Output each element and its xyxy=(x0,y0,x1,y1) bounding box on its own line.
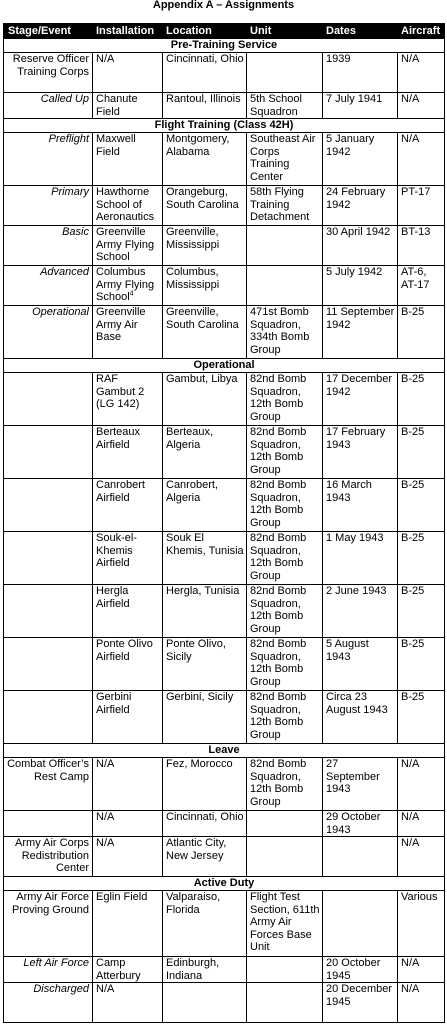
table-row xyxy=(4,133,445,186)
section-row xyxy=(4,744,445,758)
installation-cell xyxy=(93,479,163,532)
dates-cell-text: 5 July 1942 xyxy=(326,266,383,278)
location-cell-text: Hergla, Tunisia xyxy=(166,585,240,597)
location-cell xyxy=(163,479,247,532)
location-cell xyxy=(163,426,247,479)
unit-cell xyxy=(247,638,323,691)
installation-cell-text: Columbus Army Flying School xyxy=(96,266,155,303)
footnote-marker: 4 xyxy=(129,290,134,298)
section-heading: Operational xyxy=(4,359,445,373)
stage-cell xyxy=(4,532,93,585)
dates-cell-text: 17 February 1943 xyxy=(326,426,386,451)
installation-cell xyxy=(93,186,163,226)
stage-cell-text: Advanced xyxy=(40,266,89,278)
dates-cell xyxy=(323,691,398,744)
location-cell xyxy=(163,811,247,837)
unit-cell xyxy=(247,373,323,426)
aircraft-cell-text: AT-6, AT-17 xyxy=(401,266,430,291)
stage-cell-text: Army Air Corps Redistribution Center xyxy=(15,837,89,874)
dates-cell xyxy=(323,585,398,638)
dates-cell xyxy=(323,266,398,306)
aircraft-cell-text: N/A xyxy=(401,93,420,105)
installation-cell-text: Berteaux Airfield xyxy=(96,426,141,451)
installation-cell-text: N/A xyxy=(96,837,115,849)
table-row xyxy=(4,585,445,638)
aircraft-cell-text: N/A xyxy=(401,837,420,849)
stage-cell-text: Called Up xyxy=(40,93,89,105)
installation-cell xyxy=(93,811,163,837)
unit-cell xyxy=(247,837,323,877)
unit-cell xyxy=(247,426,323,479)
installation-cell xyxy=(93,306,163,359)
stage-cell-text: Basic xyxy=(62,226,89,238)
aircraft-cell xyxy=(398,426,445,479)
stage-cell xyxy=(4,133,93,186)
stage-cell xyxy=(4,93,93,119)
aircraft-cell xyxy=(398,532,445,585)
unit-cell-text: 82nd Bomb Squadron, 12th Bomb Group xyxy=(250,479,307,529)
location-cell xyxy=(163,585,247,638)
location-cell-text: Atlantic City, New Jersey xyxy=(166,837,227,862)
table-row xyxy=(4,266,445,306)
installation-cell-text: RAF Gambut 2 (LG 142) xyxy=(96,373,145,410)
installation-cell xyxy=(93,585,163,638)
stage-cell xyxy=(4,691,93,744)
unit-cell-text: Flight Test Section, 611th Army Air Forces Base Unit xyxy=(250,891,320,953)
unit-cell xyxy=(247,266,323,306)
location-cell-text: Souk El Khemis, Tunisia xyxy=(166,532,244,557)
table-row xyxy=(4,891,445,957)
header-location: Location xyxy=(163,24,247,39)
dates-cell-text: 11 September 1942 xyxy=(326,306,395,331)
table-row xyxy=(4,373,445,426)
section-heading: Leave xyxy=(4,744,445,758)
stage-cell-text: Preflight xyxy=(48,133,89,145)
stage-cell xyxy=(4,983,93,1023)
location-cell-text: Ponte Olivo, Sicily xyxy=(166,638,226,663)
location-cell xyxy=(163,983,247,1023)
installation-cell-text: Canrobert Airfield xyxy=(96,479,145,504)
installation-cell-text: N/A xyxy=(96,53,115,65)
stage-cell-text: Combat Officer’s Rest Camp xyxy=(7,758,89,783)
unit-cell xyxy=(247,479,323,532)
installation-cell-text: N/A xyxy=(96,758,115,770)
installation-cell-text: N/A xyxy=(96,811,115,823)
unit-cell xyxy=(247,691,323,744)
dates-cell-text: 27 September 1943 xyxy=(326,758,380,795)
unit-cell-text: 82nd Bomb Squadron, 12th Bomb Group xyxy=(250,426,307,476)
dates-cell-text: 17 December 1942 xyxy=(326,373,393,398)
aircraft-cell xyxy=(398,983,445,1023)
installation-cell xyxy=(93,957,163,983)
stage-cell xyxy=(4,186,93,226)
section-heading: Pre-Training Service xyxy=(4,39,445,53)
table-row xyxy=(4,53,445,93)
location-cell-text: Fez, Morocco xyxy=(166,758,233,770)
aircraft-cell xyxy=(398,133,445,186)
stage-cell xyxy=(4,891,93,957)
dates-cell xyxy=(323,983,398,1023)
dates-cell xyxy=(323,186,398,226)
assignments-table xyxy=(3,23,445,1023)
dates-cell xyxy=(323,479,398,532)
stage-cell-text: Discharged xyxy=(33,983,89,995)
aircraft-cell xyxy=(398,266,445,306)
installation-cell-text: Gerbini Airfield xyxy=(96,691,132,716)
aircraft-cell-text: N/A xyxy=(401,957,420,969)
unit-cell-text: 5th School Squadron xyxy=(250,93,302,118)
stage-cell xyxy=(4,226,93,266)
location-cell xyxy=(163,891,247,957)
location-cell-text: Canrobert, Algeria xyxy=(166,479,218,504)
location-cell-text: Berteaux, Algeria xyxy=(166,426,214,451)
location-cell xyxy=(163,532,247,585)
installation-cell-text: Hergla Airfield xyxy=(96,585,130,610)
aircraft-cell-text: B-25 xyxy=(401,373,425,385)
stage-cell-text: Left Air Force xyxy=(23,957,89,969)
installation-cell-text: Maxwell Field xyxy=(96,133,136,158)
location-cell xyxy=(163,133,247,186)
aircraft-cell-text: B-25 xyxy=(401,306,425,318)
unit-cell-text: 82nd Bomb Squadron, 12th Bomb Group xyxy=(250,691,307,741)
stage-cell xyxy=(4,53,93,93)
dates-cell-text: 20 December 1945 xyxy=(326,983,393,1008)
location-cell-text: Gambut, Libya xyxy=(166,373,238,385)
table-row xyxy=(4,758,445,811)
dates-cell xyxy=(323,532,398,585)
aircraft-cell xyxy=(398,638,445,691)
location-cell xyxy=(163,638,247,691)
dates-cell-text: 7 July 1941 xyxy=(326,93,383,105)
aircraft-cell-text: B-25 xyxy=(401,479,425,491)
unit-cell-text: 82nd Bomb Squadron, 12th Bomb Group xyxy=(250,532,307,582)
header-installation: Installation xyxy=(93,24,163,39)
dates-cell xyxy=(323,758,398,811)
dates-cell-text: 29 October 1943 xyxy=(326,811,381,836)
stage-cell xyxy=(4,758,93,811)
dates-cell-text: 1 May 1943 xyxy=(326,532,384,544)
installation-cell xyxy=(93,638,163,691)
stage-cell-text: Reserve Officer Training Corps xyxy=(12,53,89,78)
installation-cell-text: Camp Atterbury xyxy=(96,957,141,982)
unit-cell-text: Southeast Air Corps Training Center xyxy=(250,133,316,183)
header-dates: Dates xyxy=(323,24,398,39)
header-row xyxy=(4,24,445,39)
location-cell-text: Cincinnati, Ohio xyxy=(166,811,244,823)
aircraft-cell-text: N/A xyxy=(401,133,420,145)
unit-cell-text: 82nd Bomb Squadron, 12th Bomb Group xyxy=(250,638,307,688)
location-cell-text: Columbus, Mississippi xyxy=(166,266,220,291)
installation-cell xyxy=(93,133,163,186)
aircraft-cell xyxy=(398,306,445,359)
aircraft-cell xyxy=(398,585,445,638)
aircraft-cell xyxy=(398,186,445,226)
aircraft-cell-text: N/A xyxy=(401,758,420,770)
aircraft-cell-text: BT-13 xyxy=(401,226,431,238)
installation-cell xyxy=(93,266,163,306)
table-row xyxy=(4,479,445,532)
installation-cell xyxy=(93,758,163,811)
location-cell xyxy=(163,93,247,119)
unit-cell xyxy=(247,811,323,837)
installation-cell-text: Greenville Army Flying School xyxy=(96,226,155,263)
table-row xyxy=(4,983,445,1023)
dates-cell xyxy=(323,133,398,186)
location-cell-text: Greenville, South Carolina xyxy=(166,306,239,331)
dates-cell-text: 2 June 1943 xyxy=(326,585,387,597)
dates-cell-text: 1939 xyxy=(326,53,351,65)
location-cell-text: Montgomery, Alabama xyxy=(166,133,230,158)
installation-cell xyxy=(93,53,163,93)
location-cell-text: Valparaiso, Florida xyxy=(166,891,221,916)
location-cell xyxy=(163,758,247,811)
stage-cell xyxy=(4,266,93,306)
dates-cell-text: Circa 23 August 1943 xyxy=(326,691,388,716)
aircraft-cell xyxy=(398,479,445,532)
location-cell xyxy=(163,186,247,226)
dates-cell xyxy=(323,426,398,479)
section-row xyxy=(4,39,445,53)
stage-cell xyxy=(4,373,93,426)
stage-cell xyxy=(4,957,93,983)
unit-cell xyxy=(247,585,323,638)
stage-cell xyxy=(4,837,93,877)
table-body xyxy=(4,39,445,1023)
table-row xyxy=(4,638,445,691)
aircraft-cell-text: N/A xyxy=(401,811,420,823)
aircraft-cell-text: B-25 xyxy=(401,585,425,597)
installation-cell xyxy=(93,93,163,119)
dates-cell xyxy=(323,957,398,983)
unit-cell xyxy=(247,983,323,1023)
aircraft-cell xyxy=(398,226,445,266)
dates-cell-text: 5 August 1943 xyxy=(326,638,369,663)
location-cell xyxy=(163,373,247,426)
table-row xyxy=(4,837,445,877)
dates-cell xyxy=(323,306,398,359)
unit-cell-text: 82nd Bomb Squadron, 12th Bomb Group xyxy=(250,585,307,635)
unit-cell xyxy=(247,53,323,93)
section-row xyxy=(4,119,445,133)
page-title: Appendix A – Assignments xyxy=(152,0,295,11)
stage-cell-text: Operational xyxy=(32,306,89,318)
aircraft-cell-text: B-25 xyxy=(401,638,425,650)
aircraft-cell xyxy=(398,891,445,957)
unit-cell xyxy=(247,93,323,119)
aircraft-cell xyxy=(398,811,445,837)
location-cell xyxy=(163,691,247,744)
stage-cell xyxy=(4,479,93,532)
dates-cell xyxy=(323,811,398,837)
aircraft-cell-text: B-25 xyxy=(401,426,425,438)
section-row xyxy=(4,877,445,891)
unit-cell-text: 58th Flying Training Detachment xyxy=(250,186,310,223)
installation-cell xyxy=(93,532,163,585)
aircraft-cell-text: PT-17 xyxy=(401,186,431,198)
aircraft-cell xyxy=(398,53,445,93)
stage-cell xyxy=(4,585,93,638)
installation-cell-text: N/A xyxy=(96,983,115,995)
dates-cell xyxy=(323,373,398,426)
installation-cell-text: Hawthorne School of Aeronautics xyxy=(96,186,155,223)
installation-cell xyxy=(93,891,163,957)
aircraft-cell xyxy=(398,373,445,426)
aircraft-cell-text: N/A xyxy=(401,983,420,995)
dates-cell xyxy=(323,53,398,93)
location-cell-text: Rantoul, Illinois xyxy=(166,93,241,105)
installation-cell-text: Chanute Field xyxy=(96,93,138,118)
installation-cell-text: Souk-el-Khemis Airfield xyxy=(96,532,137,569)
aircraft-cell-text: Various xyxy=(401,891,438,903)
table-row xyxy=(4,306,445,359)
location-cell xyxy=(163,957,247,983)
unit-cell-text: 82nd Bomb Squadron, 12th Bomb Group xyxy=(250,758,307,808)
section-row xyxy=(4,359,445,373)
header-unit: Unit xyxy=(247,24,323,39)
table-row xyxy=(4,811,445,837)
dates-cell xyxy=(323,226,398,266)
location-cell xyxy=(163,837,247,877)
installation-cell xyxy=(93,226,163,266)
unit-cell xyxy=(247,758,323,811)
section-heading: Active Duty xyxy=(4,877,445,891)
aircraft-cell xyxy=(398,837,445,877)
dates-cell-text: 30 April 1942 xyxy=(326,226,391,238)
installation-cell xyxy=(93,691,163,744)
aircraft-cell-text: B-25 xyxy=(401,691,425,703)
stage-cell xyxy=(4,811,93,837)
location-cell-text: Edinburgh, Indiana xyxy=(166,957,220,982)
location-cell-text: Cincinnati, Ohio xyxy=(166,53,244,65)
stage-cell xyxy=(4,426,93,479)
stage-cell xyxy=(4,638,93,691)
location-cell-text: Gerbini, Sicily xyxy=(166,691,234,703)
section-heading: Flight Training (Class 42H) xyxy=(4,119,445,133)
dates-cell-text: 5 January 1942 xyxy=(326,133,375,158)
unit-cell xyxy=(247,133,323,186)
dates-cell-text: 20 October 1945 xyxy=(326,957,381,982)
dates-cell xyxy=(323,891,398,957)
aircraft-cell xyxy=(398,691,445,744)
installation-cell-text: Ponte Olivo Airfield xyxy=(96,638,153,663)
location-cell xyxy=(163,306,247,359)
installation-cell-text: Eglin Field xyxy=(96,891,148,903)
dates-cell xyxy=(323,837,398,877)
installation-cell xyxy=(93,426,163,479)
installation-cell-text: Greenville Army Air Base xyxy=(96,306,146,343)
table-row xyxy=(4,226,445,266)
unit-cell xyxy=(247,957,323,983)
unit-cell-text: 82nd Bomb Squadron, 12th Bomb Group xyxy=(250,373,307,423)
table-row xyxy=(4,532,445,585)
dates-cell-text: 24 February 1942 xyxy=(326,186,386,211)
installation-cell xyxy=(93,983,163,1023)
installation-cell xyxy=(93,837,163,877)
unit-cell xyxy=(247,306,323,359)
header-stage-event: Stage/Event xyxy=(4,24,93,39)
unit-cell-text: 471st Bomb Squadron, 334th Bomb Group xyxy=(250,306,310,356)
dates-cell-text: 16 March 1943 xyxy=(326,479,372,504)
aircraft-cell xyxy=(398,93,445,119)
table-row xyxy=(4,93,445,119)
location-cell-text: Greenville, Mississippi xyxy=(166,226,220,251)
table-row xyxy=(4,426,445,479)
unit-cell xyxy=(247,891,323,957)
unit-cell xyxy=(247,532,323,585)
aircraft-cell xyxy=(398,758,445,811)
aircraft-cell-text: B-25 xyxy=(401,532,425,544)
table-row xyxy=(4,957,445,983)
stage-cell xyxy=(4,306,93,359)
stage-cell-text: Army Air Force Proving Ground xyxy=(11,891,89,916)
installation-cell xyxy=(93,373,163,426)
table-row xyxy=(4,186,445,226)
table-row xyxy=(4,691,445,744)
location-cell xyxy=(163,226,247,266)
unit-cell xyxy=(247,186,323,226)
dates-cell xyxy=(323,638,398,691)
stage-cell-text: Primary xyxy=(51,186,89,198)
aircraft-cell xyxy=(398,957,445,983)
header-aircraft: Aircraft xyxy=(398,24,445,39)
location-cell xyxy=(163,266,247,306)
dates-cell xyxy=(323,93,398,119)
aircraft-cell-text: N/A xyxy=(401,53,420,65)
unit-cell xyxy=(247,226,323,266)
location-cell-text: Orangeburg, South Carolina xyxy=(166,186,239,211)
location-cell xyxy=(163,53,247,93)
